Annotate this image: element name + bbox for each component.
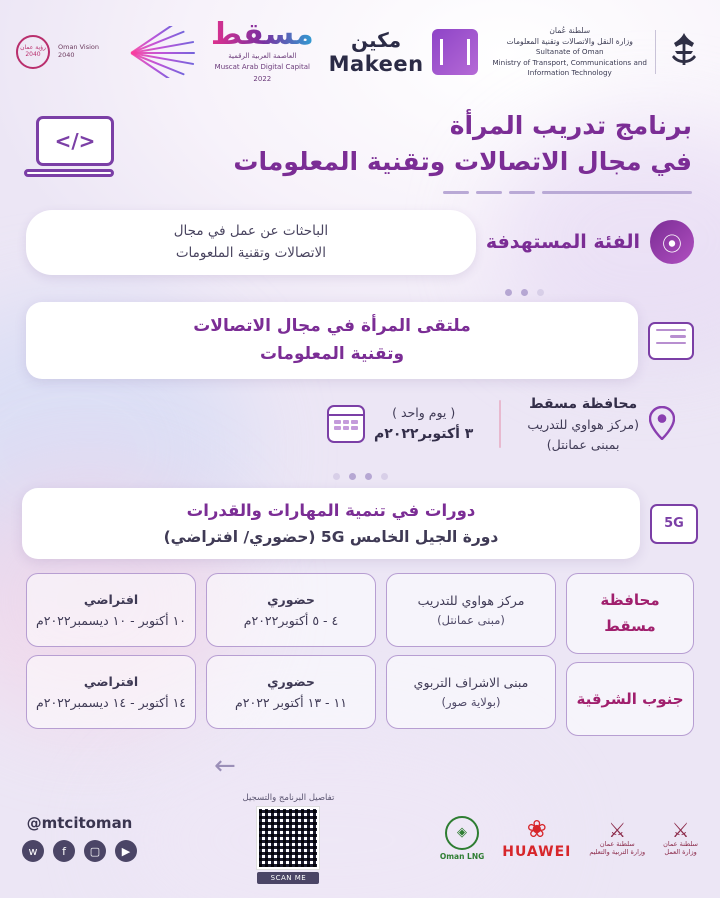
qr-code[interactable] bbox=[257, 807, 319, 869]
social-handle: @mtcitoman bbox=[26, 814, 133, 832]
oman-emblem-icon: ⚔ bbox=[608, 817, 627, 842]
ministry-ar-line1: سلطنة عُمان bbox=[549, 26, 591, 36]
muscat-year: 2022 bbox=[253, 74, 272, 83]
session-date: ١٤ أكتوبر - ١٤ ديسمبر٢٠٢٢م bbox=[35, 695, 187, 711]
sponsor-education-line2: وزارة التربية والتعليم bbox=[589, 848, 646, 856]
ministry-en-line2: Ministry of Transport, Communications and bbox=[492, 57, 647, 67]
twitter-icon[interactable]: w bbox=[22, 840, 44, 862]
table-cell-governorate: محافظة مسقط bbox=[566, 573, 694, 654]
session-date: ١١ - ١٣ أكتوبر ٢٠٢٢م bbox=[235, 695, 347, 711]
oman-vision-badge-text: رؤية عمان 2040 bbox=[20, 44, 46, 58]
target-audience-line1: الباحثات عن عمل في مجال bbox=[173, 222, 329, 239]
qr-scan-label: SCAN ME bbox=[257, 872, 319, 884]
session-date: ٤ - ٥ أكتوبر٢٠٢٢م bbox=[243, 613, 339, 629]
sponsor-huawei bbox=[502, 814, 572, 860]
facebook-icon[interactable]: f bbox=[53, 840, 75, 862]
ministry-en-line3: Information Technology bbox=[527, 68, 612, 78]
target-audience-line2: الاتصالات وتقنية الملعومات bbox=[175, 245, 326, 262]
laptop-code-icon bbox=[28, 116, 114, 186]
courses-table bbox=[22, 573, 698, 736]
location-pin-icon bbox=[648, 406, 676, 442]
ministry-ar-line2: وزارة النقل والاتصالات وتقنية المعلومات bbox=[506, 37, 633, 47]
courses-column-session-b bbox=[26, 573, 196, 736]
qr-block bbox=[243, 793, 335, 884]
forum-meta-row bbox=[26, 393, 694, 455]
courses-section bbox=[0, 473, 720, 736]
sponsor-huawei-label: HUAWEI bbox=[502, 843, 572, 860]
table-cell-session bbox=[26, 655, 196, 729]
venue-line1: مركز هواوي للتدريب bbox=[417, 592, 525, 608]
session-type: افتراضي bbox=[83, 592, 139, 608]
ministry-en-line1: Sultanate of Oman bbox=[535, 47, 604, 57]
courses-column-governorate bbox=[566, 573, 694, 736]
venue-line1: مبنى الاشراف التربوي bbox=[413, 674, 529, 690]
page-title-line1: برنامج تدريب المرأة bbox=[449, 111, 692, 140]
table-cell-session bbox=[206, 655, 376, 729]
makeen-mark-icon bbox=[432, 29, 478, 75]
sponsor-oman-lng bbox=[440, 816, 484, 861]
session-type: حضوري bbox=[267, 592, 315, 608]
sponsor-ministry-labour bbox=[663, 817, 698, 856]
huawei-flower-icon: ❀ bbox=[526, 814, 547, 843]
muscat-wordmark: مسقط bbox=[210, 17, 314, 53]
forum-title-line2: وتقنية المعلومات bbox=[259, 343, 405, 364]
oman-vision-logo bbox=[16, 35, 110, 69]
page-title bbox=[128, 108, 692, 194]
sponsor-education-line1: سلطنة عمان bbox=[599, 839, 635, 848]
courses-title-line1: دورات في تنمية المهارات والقدرات bbox=[186, 501, 476, 521]
sponsor-oman-lng-label: Oman LNG bbox=[439, 851, 485, 861]
oman-vision-label: Oman Vision 2040 bbox=[58, 43, 100, 59]
ministry-logo bbox=[492, 25, 704, 78]
table-cell-session bbox=[206, 573, 376, 647]
meta-divider bbox=[499, 400, 501, 448]
table-cell-venue bbox=[386, 573, 556, 647]
session-date: ١٠ أكتوبر - ١٠ ديسمبر٢٠٢٢م bbox=[35, 613, 187, 629]
makeen-logo bbox=[329, 28, 478, 76]
5g-screen-icon bbox=[650, 504, 698, 544]
venue-line2: (بولاية صور) bbox=[441, 695, 501, 710]
forum-location-venue-line1: (مركز هواوي للتدريب bbox=[527, 417, 639, 433]
makeen-label-en: Makeen bbox=[328, 52, 424, 76]
courses-column-venue bbox=[386, 573, 556, 736]
header-logo-bar bbox=[0, 0, 720, 96]
oman-emblem-icon bbox=[664, 29, 704, 75]
oman-vision-icon bbox=[16, 35, 50, 69]
session-type: افتراضي bbox=[83, 674, 139, 690]
title-underline-dashes bbox=[128, 191, 692, 194]
venue-line2: (مبنى عمانتل) bbox=[437, 613, 505, 628]
screen-icon bbox=[648, 322, 694, 360]
target-audience-card bbox=[26, 210, 476, 276]
forum-date bbox=[327, 403, 473, 445]
forum-dot-separator bbox=[26, 289, 544, 296]
forum-location-venue-line2: بمبنى عمانتل) bbox=[546, 437, 620, 453]
youtube-icon[interactable]: ▶ bbox=[115, 840, 137, 862]
forum-location-governorate: محافظة مسقط bbox=[529, 395, 638, 412]
courses-column-session-a bbox=[206, 573, 376, 736]
courses-dot-separator bbox=[22, 473, 698, 480]
courses-title-card bbox=[22, 488, 640, 559]
muscat-subtitle-ar: العاصمة العربية الرقمية bbox=[228, 52, 297, 61]
muscat-subtitle-en: Muscat Arab Digital Capital bbox=[214, 63, 310, 72]
page-title-line2: في مجال الاتصالات وتقنية المعلومات bbox=[233, 147, 692, 177]
instagram-icon[interactable]: ▢ bbox=[84, 840, 106, 862]
table-cell-venue bbox=[386, 655, 556, 729]
sponsor-labour-line2: وزارة العمل bbox=[664, 848, 697, 856]
header-divider bbox=[655, 30, 656, 74]
sponsor-logos bbox=[440, 816, 698, 861]
qr-caption: تفاصيل البرنامج والتسجيل bbox=[242, 792, 335, 803]
sponsor-ministry-education bbox=[589, 817, 646, 856]
sponsor-labour-line1: سلطنة عمان bbox=[663, 839, 698, 848]
target-audience-label: الفئة المستهدفة bbox=[485, 231, 640, 254]
forum-duration: ( يوم واحد ) bbox=[392, 404, 456, 420]
forum-location bbox=[527, 393, 676, 455]
laptop-code-glyph: </> bbox=[36, 116, 114, 166]
table-cell-session bbox=[26, 573, 196, 647]
table-cell-governorate: جنوب الشرقية bbox=[566, 662, 694, 736]
omanlng-icon: ◈ bbox=[445, 816, 479, 850]
laptop-base bbox=[24, 169, 114, 177]
courses-title-line2: دورة الجيل الخامس 5G (حضوري/ افتراضي) bbox=[163, 527, 499, 546]
forum-title-line1: ملتقى المرأة في مجال الاتصالات bbox=[193, 316, 471, 337]
target-icon: ⦿ bbox=[650, 220, 694, 264]
muscat-digital-capital-logo bbox=[125, 17, 314, 83]
target-audience-section bbox=[26, 210, 694, 276]
social-block bbox=[22, 814, 137, 862]
forum-date-value: ٣ أكتوبر٢٠٢٢م bbox=[374, 425, 474, 442]
hero-section bbox=[0, 96, 720, 194]
oman-emblem-icon: ⚔ bbox=[671, 817, 690, 842]
makeen-label-ar: مكين bbox=[351, 28, 402, 52]
session-type: حضوري bbox=[267, 674, 315, 690]
calendar-icon bbox=[327, 405, 365, 443]
5g-icon-label: 5G bbox=[664, 516, 684, 532]
fiber-burst-icon bbox=[125, 26, 203, 78]
footer bbox=[0, 778, 720, 898]
forum-title-card bbox=[26, 302, 638, 378]
left-arrow-icon: ← bbox=[214, 751, 236, 782]
